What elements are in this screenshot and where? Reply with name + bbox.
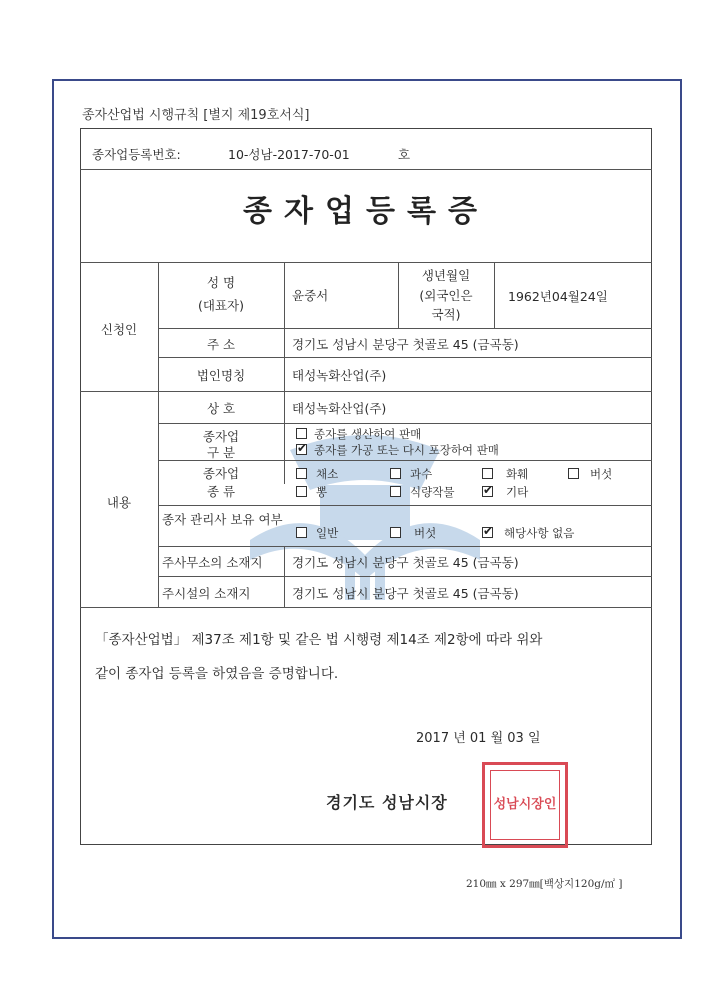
registration-number-label: 종자업등록번호: (92, 147, 181, 162)
trade-name-value: 태성녹화산업(주) (292, 401, 387, 416)
kind-fruit-label: 과수 (410, 467, 433, 481)
registration-suffix: 호 (398, 147, 411, 162)
table-line (158, 328, 652, 329)
table-line (158, 576, 652, 577)
divider (80, 169, 652, 170)
kind-mushroom-checkbox[interactable] (568, 468, 579, 479)
representative-label: (대표자) (198, 298, 244, 313)
kind-mulberry-checkbox[interactable] (296, 486, 307, 497)
manager-none-checkbox[interactable] (482, 524, 494, 538)
table-line (158, 423, 652, 424)
manager-mushroom-checkbox[interactable] (390, 527, 401, 538)
manager-general-label: 일반 (316, 526, 339, 540)
table-col-line (284, 546, 285, 607)
business-type-produce-label: 종자를 생산하여 판매 (314, 427, 422, 441)
manager-general-checkbox[interactable] (296, 527, 307, 538)
issuer-name: 경기도 성남시장 (326, 793, 448, 812)
business-type-label: 종자업 (202, 429, 240, 444)
kind-food-crop-label: 식량작물 (410, 485, 455, 499)
check-mark-icon: ✔ (297, 441, 308, 455)
kind-food-crop-checkbox[interactable] (390, 486, 401, 497)
business-type-label-2: 구 분 (206, 445, 236, 460)
table-col-line (284, 262, 285, 484)
kind-other-label: 기타 (506, 485, 529, 499)
certification-text-line-2: 같이 종자업 등록을 하였음을 증명합니다. (95, 666, 339, 682)
paper-specification: 210㎜ x 297㎜[백상지120g/㎡ ] (466, 878, 623, 890)
form-header: 종자산업법 시행규칙 [별지 제19호서식] (82, 108, 310, 123)
corporation-label: 법인명칭 (196, 368, 246, 383)
seed-manager-label: 종자 관리사 보유 여부 (162, 512, 283, 527)
table-line (80, 391, 652, 392)
seal-text: 성남시장인 (490, 770, 560, 840)
manager-none-label: 해당사항 없음 (504, 526, 575, 540)
kind-other-checkbox[interactable] (482, 483, 494, 497)
name-label: 성 명 (206, 275, 236, 290)
business-type-process-checkbox[interactable] (296, 441, 308, 455)
kind-vegetable-label: 채소 (316, 467, 339, 481)
business-type-process-label: 종자를 가공 또는 다시 포장하여 판매 (314, 443, 499, 457)
kind-flower-label: 화훼 (506, 467, 529, 481)
kind-flower-checkbox[interactable] (482, 468, 493, 479)
check-mark-icon: ✔ (483, 524, 494, 538)
document-title: 종자업등록증 (243, 194, 489, 229)
name-value: 윤중서 (292, 288, 329, 303)
registration-number: 10-성남-2017-70-01 (228, 147, 350, 162)
table-line (158, 546, 652, 547)
table-col-line (494, 262, 495, 328)
seed-kind-label-2: 종 류 (206, 484, 236, 499)
birth-label: 생년월일 (421, 268, 471, 283)
birth-value: 1962년04월24일 (508, 289, 608, 304)
contents-section-label: 내용 (106, 495, 132, 510)
office-location-value: 경기도 성남시 분당구 첫골로 45 (금곡동) (292, 555, 519, 570)
table-top-line (80, 262, 652, 263)
table-bottom-line (80, 607, 652, 608)
official-seal (482, 762, 568, 848)
seed-kind-label: 종자업 (202, 466, 240, 481)
facility-location-value: 경기도 성남시 분당구 첫골로 45 (금곡동) (292, 586, 519, 601)
corporation-value: 태성녹화산업(주) (292, 368, 387, 383)
birth-label-foreign: (외국인은 (419, 288, 473, 303)
trade-name-label: 상 호 (206, 401, 236, 416)
office-location-label: 주사무소의 소재지 (162, 555, 263, 570)
birth-label-nationality: 국적) (431, 307, 461, 322)
address-value: 경기도 성남시 분당구 첫골로 45 (금곡동) (292, 337, 519, 352)
kind-mushroom-label: 버섯 (590, 467, 613, 481)
table-line (158, 505, 652, 506)
issue-date: 2017 년 01 월 03 일 (416, 731, 541, 746)
kind-fruit-checkbox[interactable] (390, 468, 401, 479)
business-type-produce-checkbox[interactable] (296, 428, 307, 439)
table-line (158, 357, 652, 358)
facility-location-label: 주시설의 소재지 (162, 586, 251, 601)
check-mark-icon: ✔ (483, 483, 494, 497)
kind-vegetable-checkbox[interactable] (296, 468, 307, 479)
address-label: 주 소 (206, 337, 236, 352)
applicant-section-label: 신청인 (100, 322, 138, 337)
manager-mushroom-label: 버섯 (414, 526, 437, 540)
certification-text-line-1: 「종자산업법」 제37조 제1항 및 같은 법 시행령 제14조 제2항에 따라 위와 (95, 632, 543, 648)
kind-mulberry-label: 뽕 (316, 485, 328, 499)
